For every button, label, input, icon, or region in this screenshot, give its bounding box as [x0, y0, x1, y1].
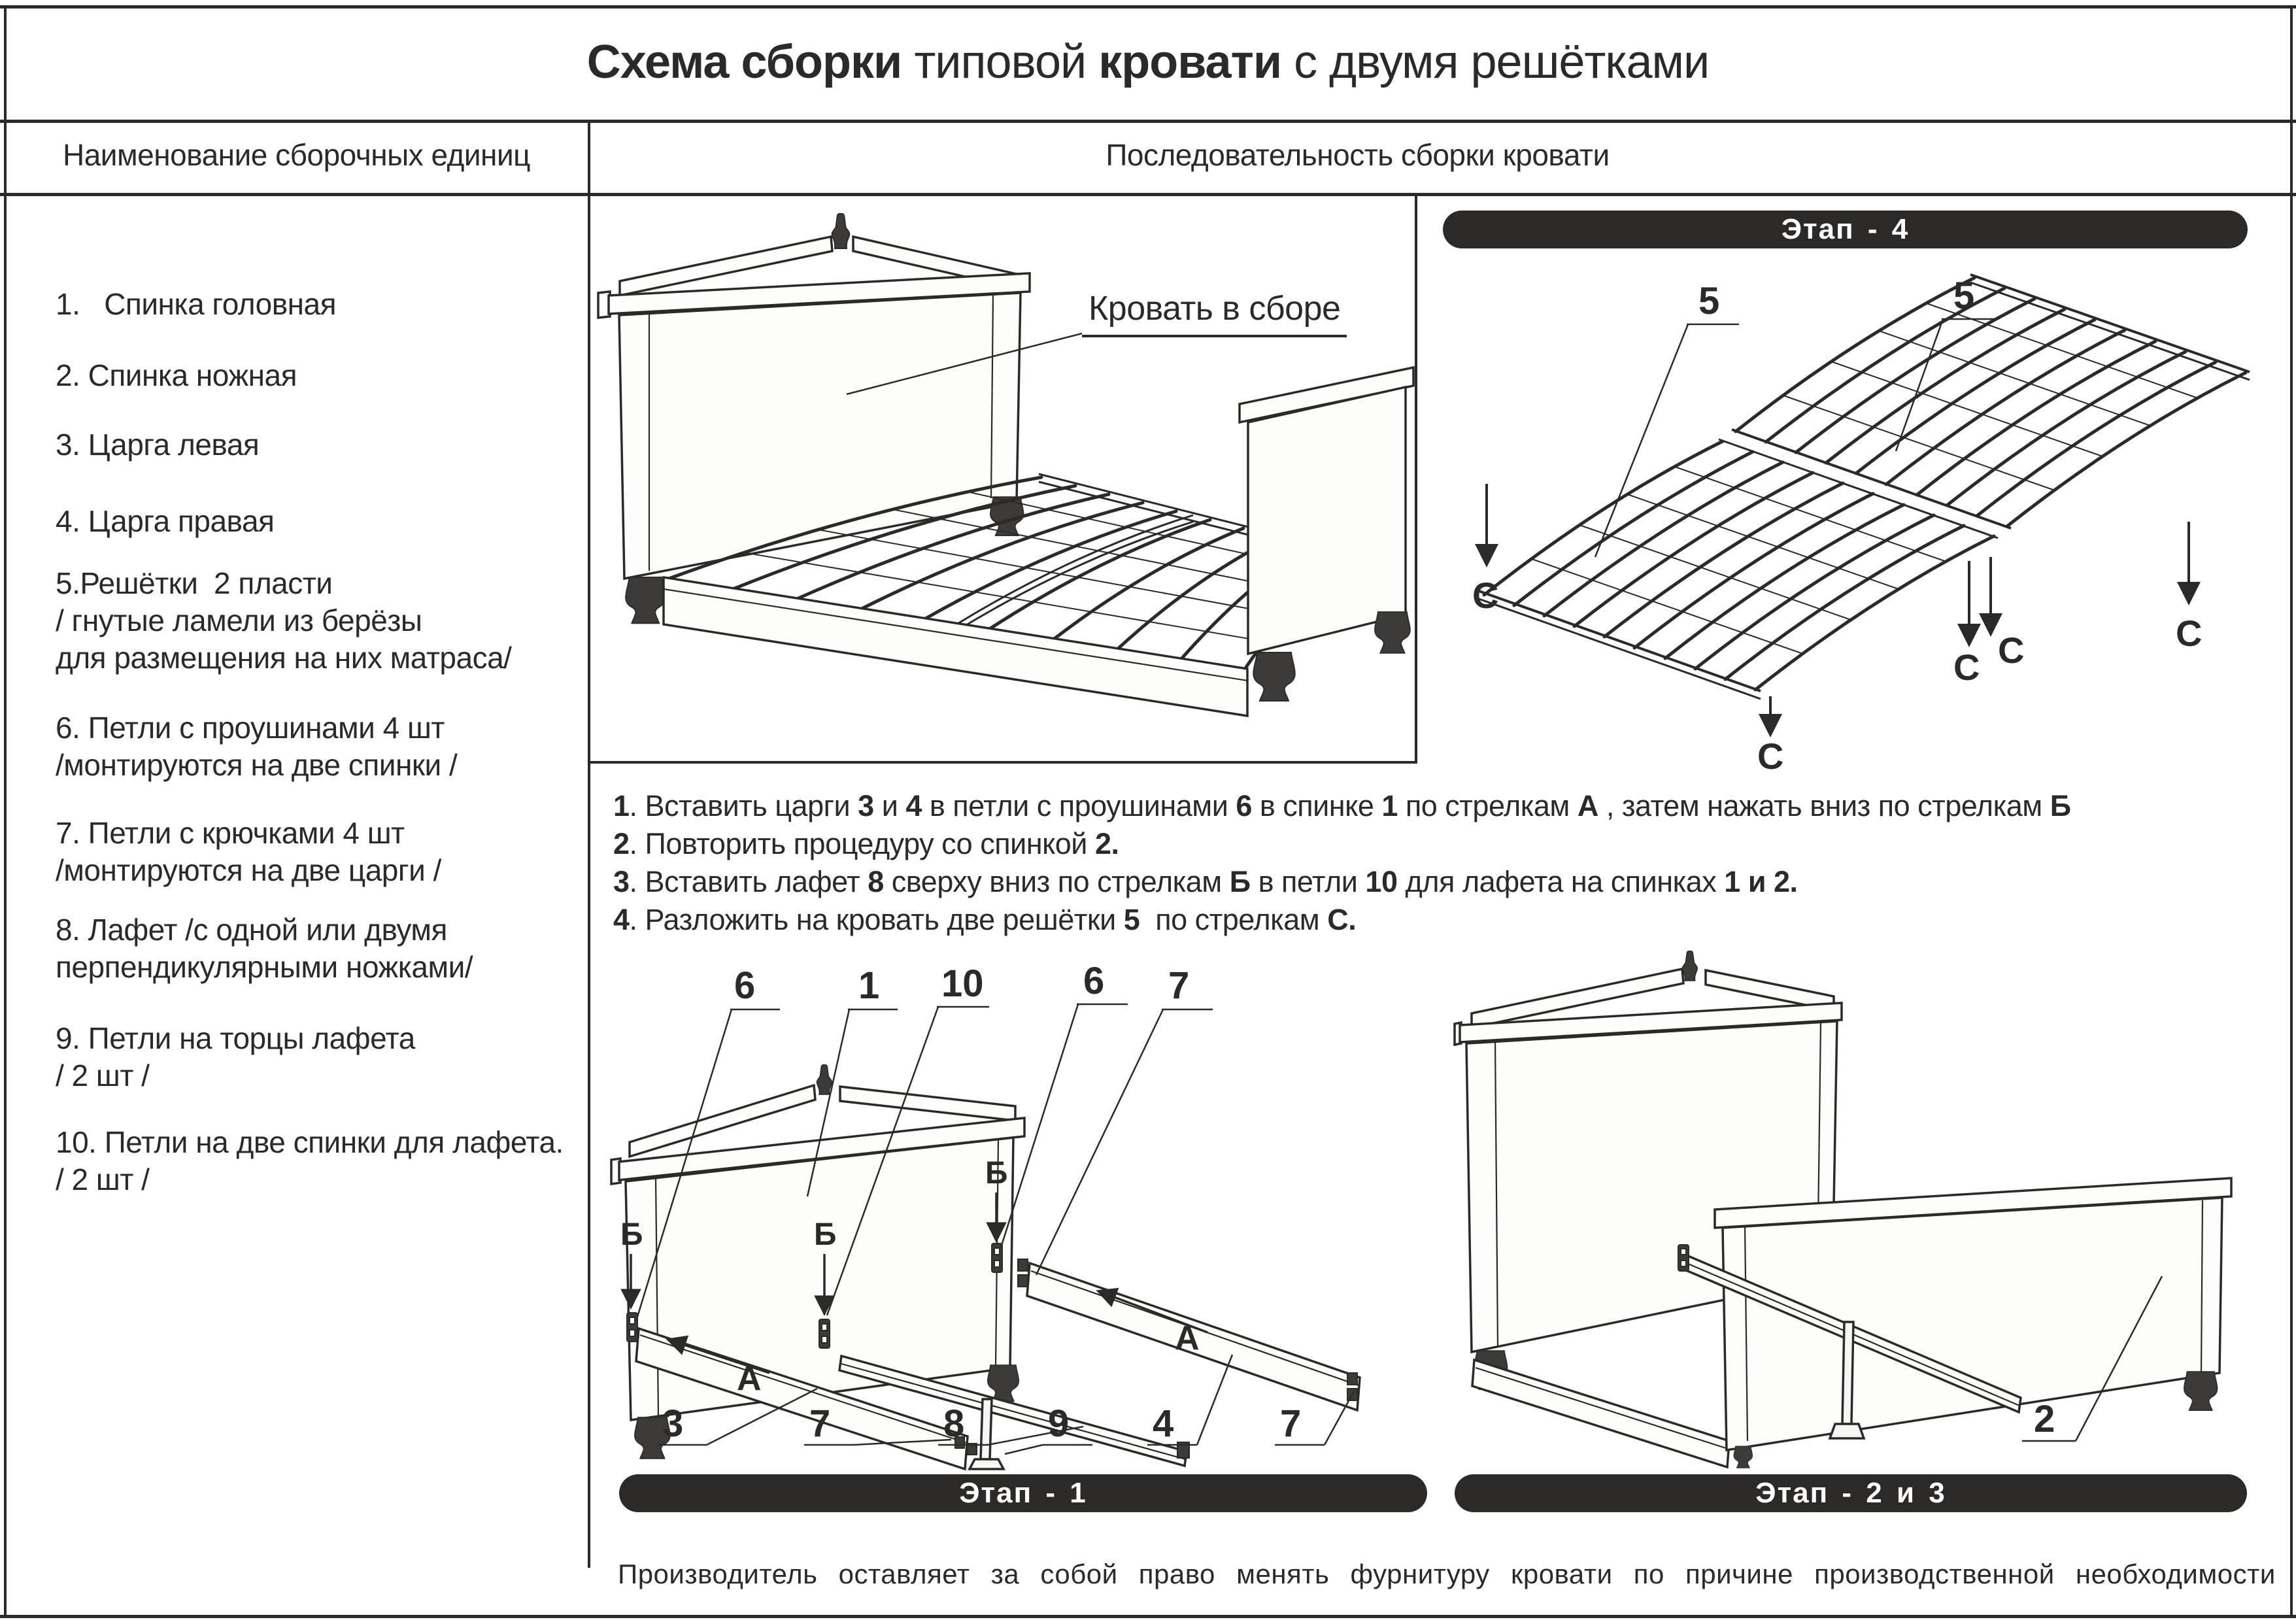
part-line: 4. Царга правая [56, 504, 275, 538]
assembly-instructions [613, 787, 2287, 939]
loop-hinge [627, 1313, 637, 1342]
part-line: 8. Лафет /с одной или двумя [56, 913, 447, 947]
instruction-1 [613, 787, 2287, 825]
loop-hinge [1678, 1245, 1689, 1271]
label-6: 6 [734, 964, 756, 1007]
instr-seg: 5 [1123, 903, 1140, 936]
instr-seg: в спинке [1251, 789, 1382, 822]
part-line: / гнутые ламели из берёзы [56, 603, 422, 637]
label-A: А [1175, 1319, 1200, 1357]
lattice-panel-front [1479, 439, 1998, 699]
bed-leg [988, 1365, 1019, 1402]
part-item-5 [56, 565, 511, 677]
instr-seg: 1 и 2. [1724, 865, 1798, 898]
footboard-drawing [1240, 367, 1413, 701]
part-line: / 2 шт / [56, 1058, 150, 1092]
part-line: /монтируются на две спинки / [56, 748, 458, 782]
label-4: 4 [1153, 1402, 1174, 1445]
stage-1-banner [619, 1474, 1427, 1512]
instr-seg: 4 [905, 789, 922, 822]
part-line: для размещения на них матраса/ [56, 641, 512, 675]
vase-ornament [817, 1065, 832, 1094]
assembled-cell-bottom-rule [588, 761, 1417, 764]
stage-2-3-drawing [1455, 949, 2295, 1471]
label-C: С [1472, 575, 1499, 616]
stage-1-drawing [611, 949, 1461, 1471]
part-line: 5.Решётки 2 пласти [56, 566, 333, 600]
label-A: А [737, 1360, 762, 1398]
assembled-cell-right-rule [1415, 193, 1417, 764]
part-item-6 [56, 709, 457, 784]
tsarga-near-drawing [1472, 1360, 1729, 1467]
right-column-header: Последовательность сборки кровати [1106, 138, 1610, 172]
bed-leg [1253, 652, 1295, 701]
vase-ornament [832, 214, 850, 248]
label-B: Б [814, 1217, 837, 1252]
part-item-7 [56, 815, 441, 889]
instr-seg: 10 [1365, 865, 1398, 898]
instr-seg: 3 [613, 865, 630, 898]
part-item-8 [56, 911, 473, 986]
part-line: 3. Царга левая [56, 428, 260, 462]
part-line: 9. Петли на торцы лафета [56, 1021, 415, 1055]
instr-seg: 2 [613, 827, 630, 860]
stage-2-3-label: Этап - 2 и 3 [1755, 1477, 1946, 1509]
title-bold-1: Схема сборки [586, 36, 902, 88]
instr-seg: 2. [1094, 827, 1119, 860]
page-top-rule [0, 5, 2296, 8]
label-5: 5 [1953, 275, 1975, 317]
part-item-3 [56, 426, 259, 464]
loop-hinge [819, 1319, 830, 1348]
instr-seg: 3 [858, 789, 874, 822]
instr-seg: А [1577, 789, 1598, 822]
assembled-bed-caption: Кровать в сборе [1082, 289, 1347, 337]
label-5: 5 [1698, 280, 1720, 322]
bed-leg [2184, 1372, 2218, 1410]
label-8: 8 [943, 1402, 965, 1445]
assembled-bed-drawing [590, 196, 1415, 760]
label-9: 9 [1048, 1402, 1070, 1445]
instr-seg: в петли [1250, 865, 1366, 898]
tsarga-right-drawing [1018, 1259, 1360, 1410]
part-line: 10. Петли на две спинки для лафета. [56, 1125, 564, 1159]
instr-seg: 4 [613, 903, 630, 936]
instr-seg: сверху вниз по стрелкам [883, 865, 1230, 898]
manufacturer-note: Производитель оставляет за собой право менять фурнитуру кровати по причине производственной необходимости [618, 1559, 2276, 1589]
instr-seg: Б [2050, 789, 2071, 822]
label-3: 3 [662, 1402, 684, 1445]
label-C: С [1953, 647, 1980, 688]
part-item-4 [56, 503, 274, 540]
instr-seg: . Вставить лафет [629, 865, 868, 898]
label-B: Б [985, 1156, 1008, 1191]
part-line: 6. Петли с проушинами 4 шт [56, 711, 445, 745]
part-line: /монтируются на две царги / [56, 853, 441, 887]
instr-seg: по стрелкам [1140, 903, 1328, 936]
lattice-panel-back [1732, 275, 2250, 528]
label-C: С [1757, 736, 1784, 777]
instr-seg: 1 [613, 789, 630, 822]
part-line: перпендикулярными ножками/ [56, 950, 473, 984]
stage-2-3-banner [1455, 1474, 2247, 1512]
stage-4-drawing [1438, 255, 2296, 777]
instr-seg: , затем нажать вниз по стрелкам [1598, 789, 2050, 822]
stage-4-banner [1443, 211, 2248, 248]
bed-leg [626, 577, 665, 623]
bed-leg [1375, 612, 1410, 653]
part-line: 7. Петли с крючками 4 шт [56, 816, 405, 850]
left-column-header: Наименование сборочных единиц [62, 138, 530, 172]
instr-seg: и [873, 789, 906, 822]
instruction-3 [613, 863, 2287, 901]
instr-seg: по стрелкам [1397, 789, 1578, 822]
instruction-4 [613, 901, 2287, 939]
label-6: 6 [1083, 960, 1105, 1002]
vase-ornament [1683, 951, 1698, 981]
hook-plate [1018, 1275, 1028, 1287]
label-2: 2 [2034, 1398, 2055, 1440]
page-left-rule [4, 5, 7, 1617]
title-bottom-rule [0, 120, 2296, 123]
part-item-1 [56, 286, 336, 323]
label-7: 7 [1168, 964, 1190, 1007]
label-C: С [2176, 613, 2203, 654]
part-line: / 2 шт / [56, 1162, 150, 1196]
part-item-9 [56, 1020, 415, 1094]
label-10: 10 [941, 962, 984, 1005]
page-bottom-rule [0, 1615, 2296, 1618]
label-7: 7 [809, 1402, 831, 1445]
footboard-drawing [1715, 1178, 2231, 1468]
instruction-2 [613, 825, 2287, 863]
instr-seg: для лафета на спинках [1397, 865, 1725, 898]
title-reg-2: с двумя решётками [1281, 36, 1710, 88]
stage-1-label: Этап - 1 [959, 1477, 1087, 1509]
part-line: 2. Спинка ножная [56, 358, 297, 392]
side-rail-drawing [664, 577, 1247, 716]
instr-seg: Б [1229, 865, 1251, 898]
part-item-10 [56, 1124, 564, 1198]
label-C: С [1998, 630, 2025, 671]
instr-seg: . Разложить на кровать две решётки [629, 903, 1124, 936]
hook-plate [1347, 1373, 1357, 1385]
label-7: 7 [1280, 1402, 1302, 1445]
instr-seg: 8 [868, 865, 884, 898]
title-reg-1: типовой [902, 36, 1099, 88]
instr-seg: С. [1327, 903, 1357, 936]
page-title [0, 35, 2296, 89]
stage-4-label: Этап - 4 [1781, 213, 1910, 245]
label-B: Б [620, 1217, 643, 1252]
loop-hinge [992, 1243, 1002, 1272]
instr-seg: . Вставить царги [629, 789, 858, 822]
bed-leg [1734, 1446, 1753, 1468]
instr-seg: в петли с проушинами [921, 789, 1236, 822]
title-bold-2: кровати [1098, 36, 1282, 88]
instr-seg: 6 [1236, 789, 1252, 822]
label-1: 1 [858, 964, 880, 1007]
part-line: 1. Спинка головная [56, 287, 337, 321]
instr-seg: 1 [1381, 789, 1398, 822]
hook-plate [1018, 1259, 1028, 1271]
instr-seg: . Повторить процедуру со спинкой [629, 827, 1095, 860]
part-item-2 [56, 357, 297, 394]
